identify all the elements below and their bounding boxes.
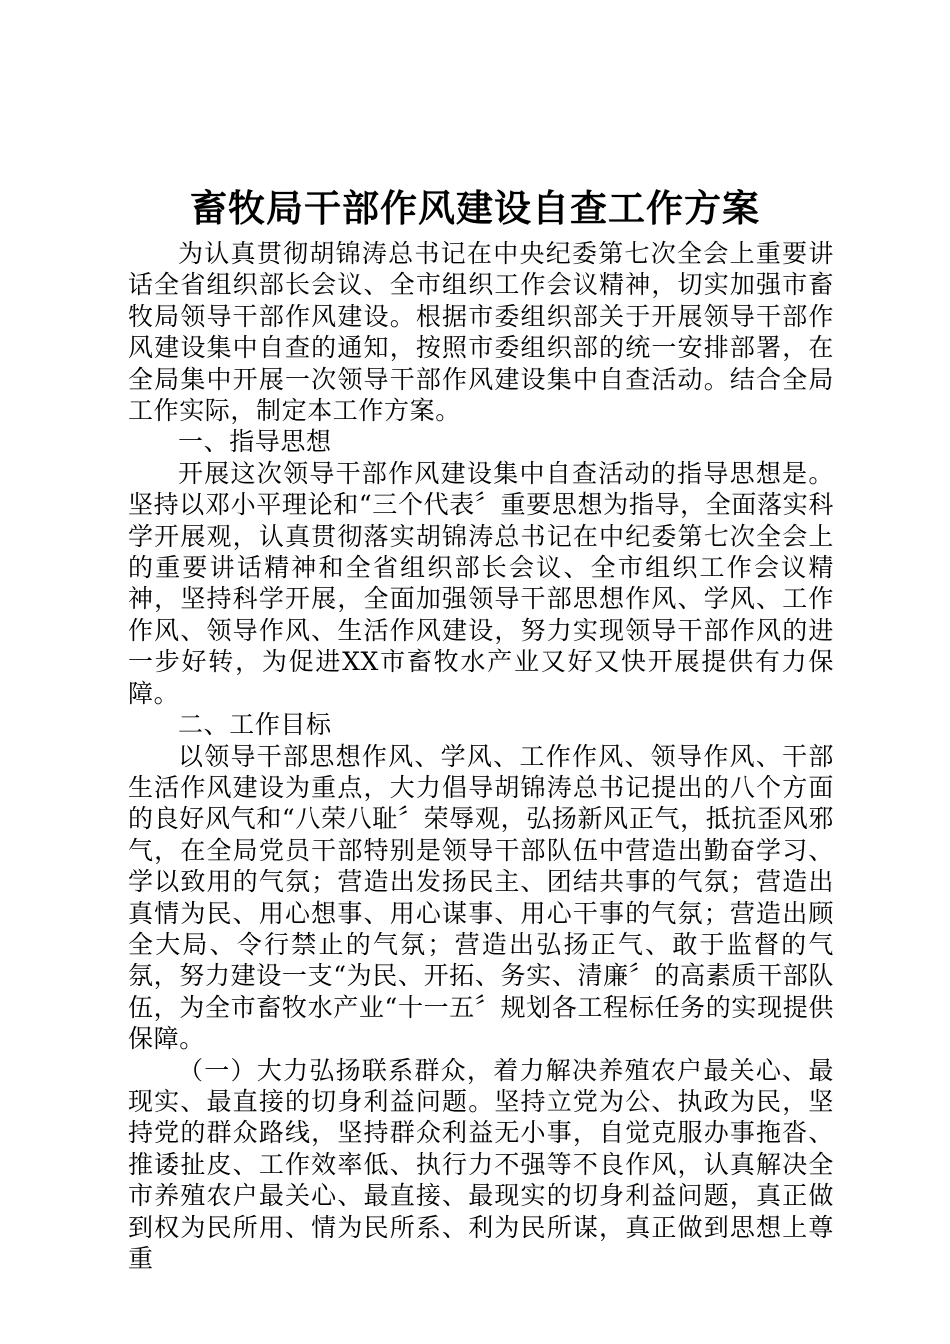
item-one-paragraph: （一）大力弘扬联系群众，着力解决养殖农户最关心、最现实、最直接的切身利益问题。坚持立党为公、执政为民，坚持党的群众路线，坚持群众利益无小事，自觉克服办事拖沓、推诿扯皮、工作效率低、执行力不强等不良作风，认真解决全市养殖农户最关心、最直接、最现实的切身利益问题，真正做到权为民所用、情为民所系、利为民所谋，真正做到思想上尊重 — [128, 1055, 834, 1273]
section-heading-work-goals: 二、工作目标 — [178, 710, 332, 740]
work-goals-paragraph: 以领导干部思想作风、学风、工作作风、领导作风、干部生活作风建设为重点，大力倡导胡锦涛总书记提出的八个方面的良好风气和“八荣八耻〞荣辱观，弘扬新风正气，抵抗歪风邪气，在全局党员干部特别是领导干部队伍中营造出勤奋学习、学以致用的气氛；营造出发扬民主、团结共事的气氛；营造出真情为民、用心想事、用心谋事、用心干事的气氛；营造出顾全大局、令行禁止的气氛；营造出弘扬正气、敢于监督的气氛，努力建设一支“为民、开拓、务实、清廉〞的高素质干部队伍，为全市畜牧水产业“十一五〞规划各工程标任务的实现提供保障。 — [128, 741, 834, 1054]
intro-paragraph: 为认真贯彻胡锦涛总书记在中央纪委第七次全会上重要讲话全省组织部长会议、全市组织工作会议精神，切实加强市畜牧局领导干部作风建设。根据市委组织部关于开展领导干部作风建设集中自查的通知，按照市委组织部的统一安排部署，在全局集中开展一次领导干部作风建设集中自查活动。结合全局工作实际，制定本工作方案。 — [128, 239, 834, 426]
guiding-thought-paragraph: 开展这次领导干部作风建设集中自查活动的指导思想是。坚持以邓小平理论和“三个代表〞重要思想为指导，全面落实科学开展观，认真贯彻落实胡锦涛总书记在中纪委第七次全会上的重要讲话精神和全省组织部长会议、全市组织工作会议精神，坚持科学开展，全面加强领导干部思想作风、学风、工作作风、领导作风、生活作风建设，努力实现领导干部作风的进一步好转，为促进XX市畜牧水产业又好又快开展提供有力保障。 — [128, 458, 834, 708]
section-heading-guiding-thought: 一、指导思想 — [178, 427, 332, 457]
document-title: 畜牧局干部作风建设自查工作方案 — [190, 186, 760, 230]
document-body — [128, 238, 834, 1274]
